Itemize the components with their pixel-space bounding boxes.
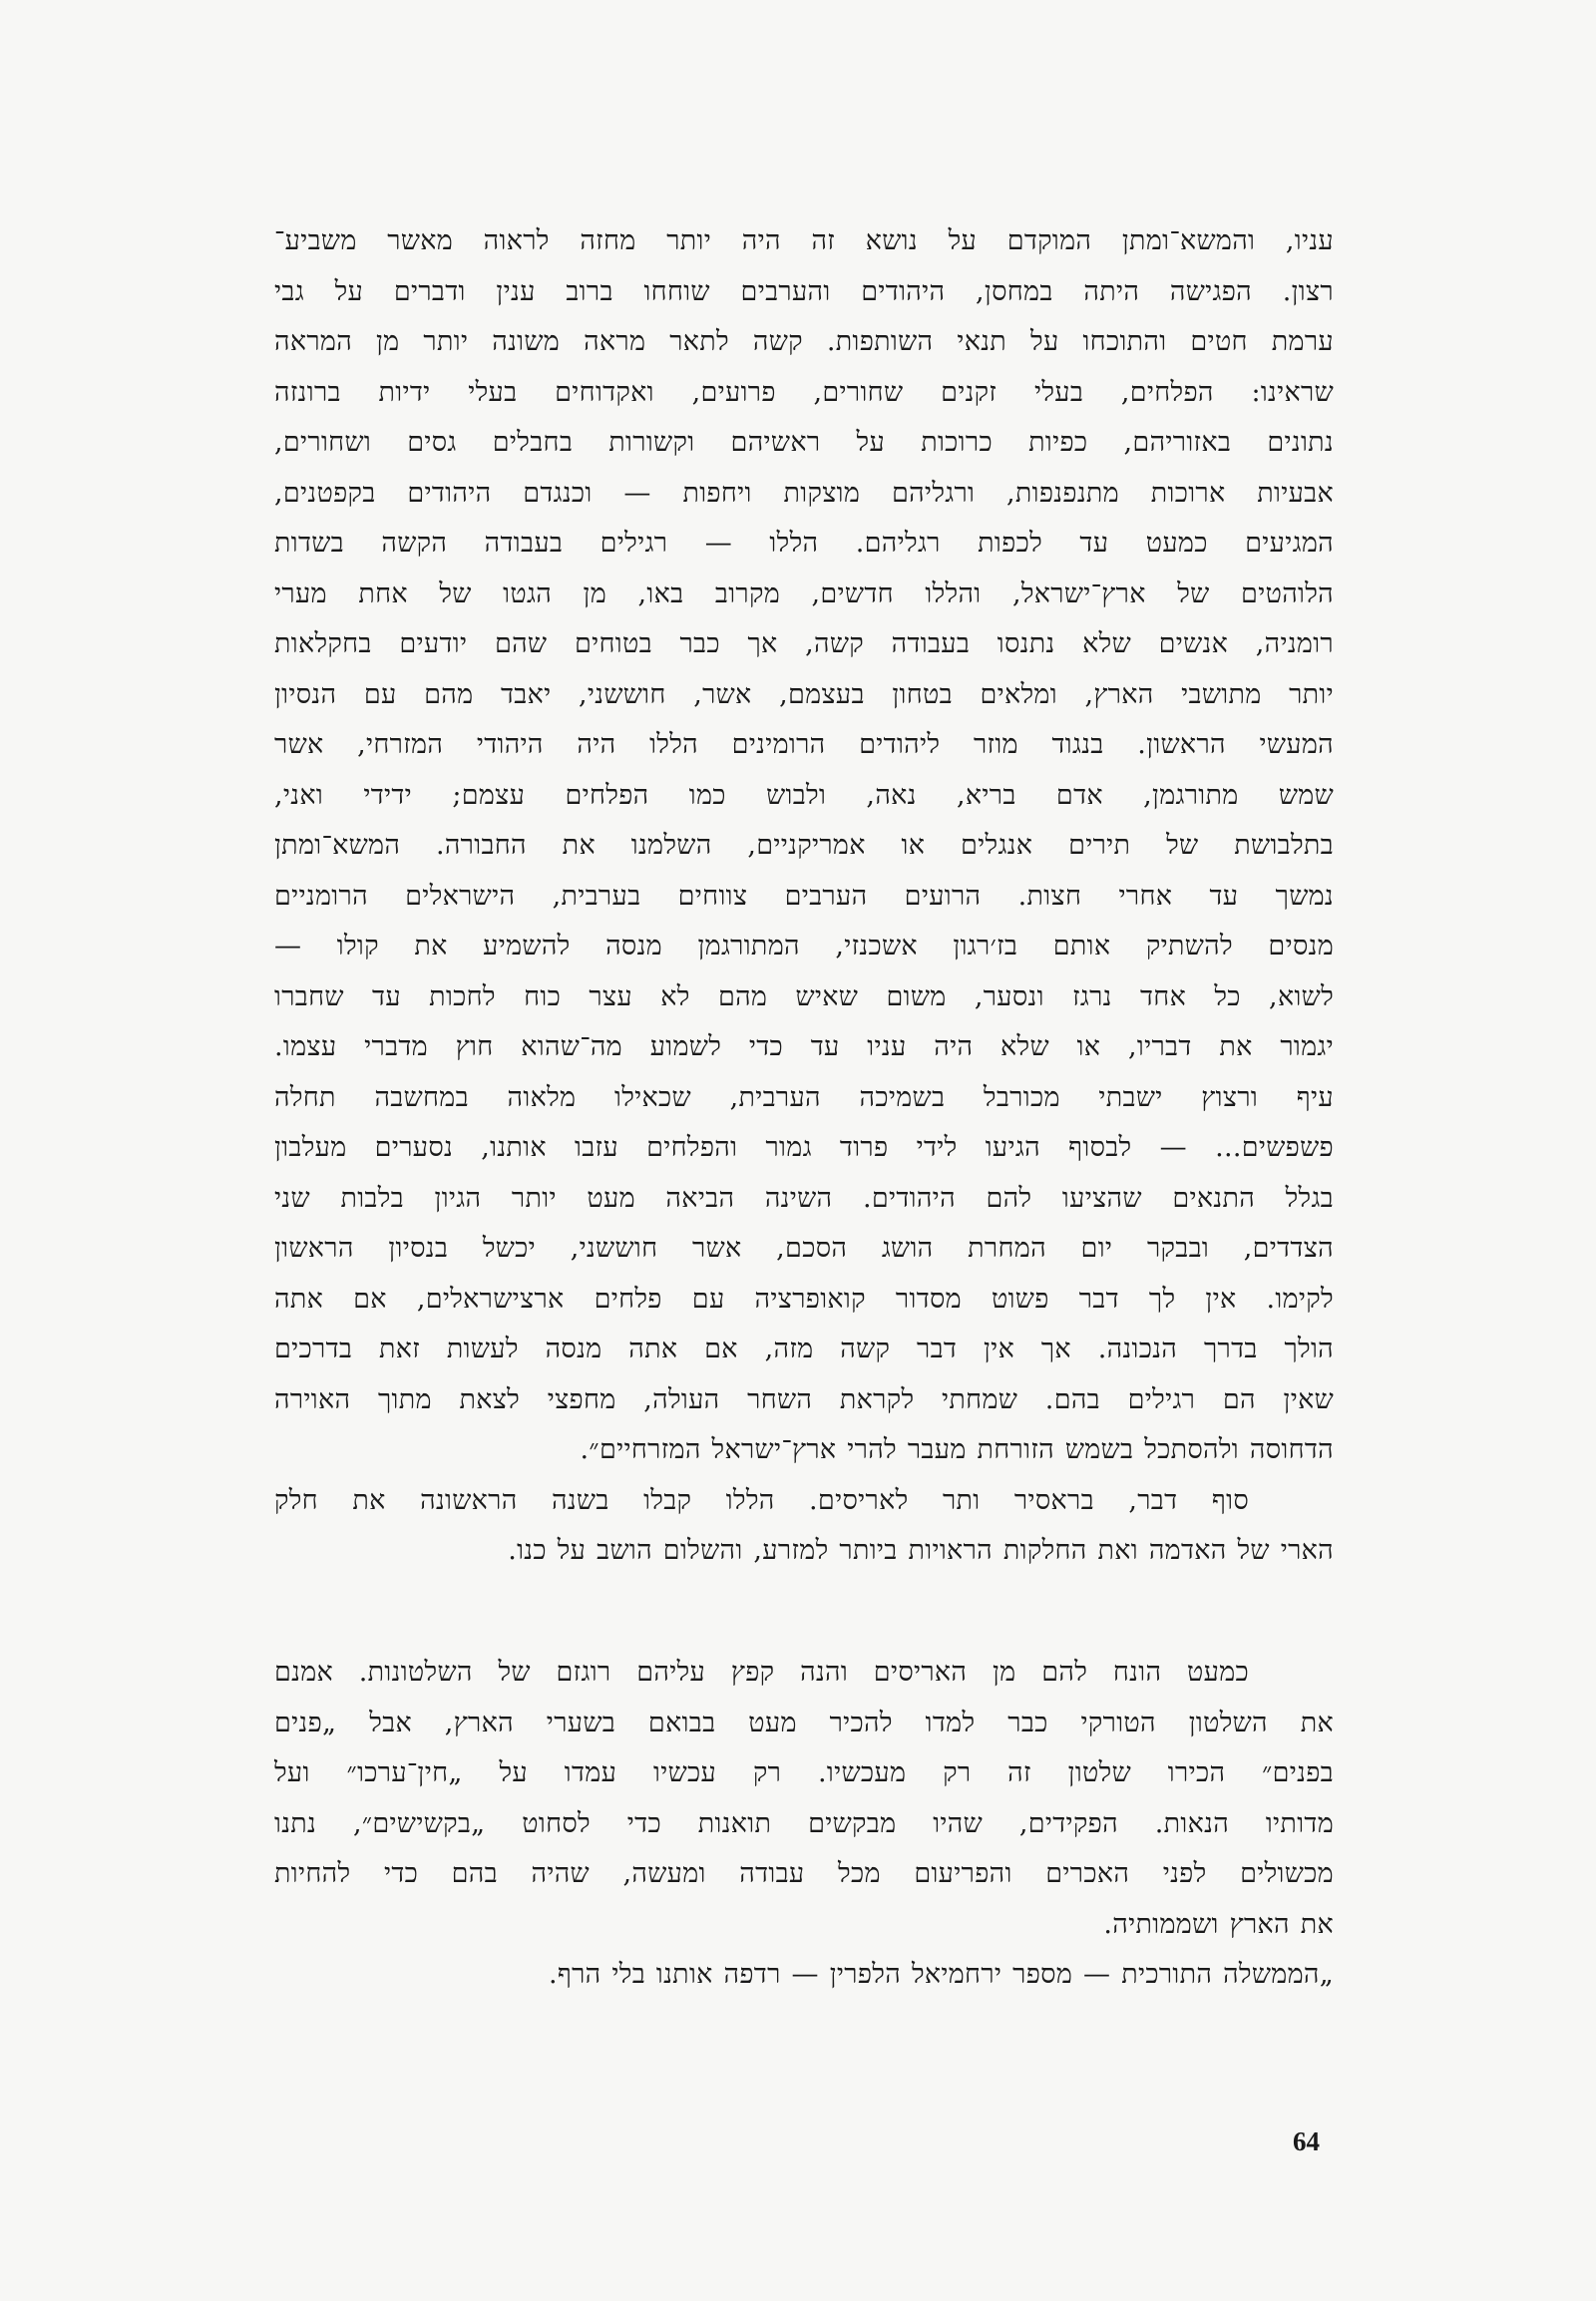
text-line: בתלבושת של תירים אנגלים או אמריקניים, השלמנו את החבורה. המשא־ומתן: [274, 830, 1334, 861]
text-line: לקימו. אין לך דבר פשוט מסדור קואופרציה עם פלחים ארצישראלים, אם אתה: [274, 1283, 1334, 1315]
text-line: רצון. הפגישה היתה במחסן, היהודים והערבים שוחחו ברוב ענין ודברים על גבי: [274, 275, 1334, 307]
text-line: בפנים״ הכירו שלטון זה רק מעכשיו. רק עכשיו עמדו על „חין־ערכו״ ועל: [274, 1757, 1334, 1788]
text-line: הלוהטים של ארץ־ישראל, והללו חדשים, מקרוב באו, מן הגטו של אחת מערי: [274, 577, 1334, 609]
text-line: פשפשים... — לבסוף הגיעו לידי פרוד גמור והפלחים עזבו אותנו, נסערים מעלבון: [274, 1132, 1334, 1163]
text-line: הולך בדרך הנכונה. אך אין דבר קשה מזה, אם אתה מנסה לעשות זאת בדרכים: [274, 1334, 1334, 1364]
text-line: את הארץ ושממותיה.: [1103, 1908, 1334, 1940]
text-line: יגמור את דבריו, או שלא היה עניו עד כדי לשמוע מה־שהוא חוץ מדברי עצמו.: [274, 1031, 1334, 1062]
text-line: הצדדים, ובבקר יום המחרת הושג הסכם, אשר חוששני, יכשל בנסיון הראשון: [274, 1233, 1334, 1264]
text-line: שמש מתורגמן, אדם בריא, נאה, ולבוש כמו הפלחים עצמם; ידידי ואני,: [274, 779, 1334, 811]
text-line: מנסים להשתיק אותם בז׳רגון אשכנזי, המתורגמן מנסה להשמיע את קולו —: [274, 931, 1334, 961]
text-line: שראינו: הפלחים, בעלי זקנים שחורים, פרועים, ואקדוחים בעלי ידיות ברונזה: [274, 376, 1334, 408]
text-line: ערמת חטים והתוכחו על תנאי השותפות. קשה לתאר מראה משונה יותר מן המראה: [274, 326, 1334, 357]
text-line: המעשי הראשון. בנגוד מוזר ליהודים הרומינים הללו היה היהודי המזרחי, אשר: [274, 729, 1334, 760]
text-line: רומניה, אנשים שלא נתנסו בעבודה קשה, אך כבר בטוחים שהם יודעים בחקלאות: [274, 628, 1334, 659]
text-line: בגלל התנאים שהציעו להם היהודים. השינה הביאה מעט יותר הגיון בלבות שני: [274, 1182, 1334, 1214]
text-line: מכשולים לפני האכרים והפריעום מכל עבודה ומעשה, שהיה בהם כדי להחיות: [274, 1858, 1334, 1889]
text-line: מדותיו הנאות. הפקידים, שהיו מבקשים תואנות כדי לסחוט „בקשישים״, נתנו: [274, 1807, 1334, 1839]
text-line: הארי של האדמה ואת החלקות הראויות ביותר למזרע, והשלום הושב על כנו.: [508, 1535, 1334, 1566]
text-line: נמשך עד אחרי חצות. הרועים הערבים צווחים בערבית, הישראלים הרומניים: [274, 880, 1334, 912]
text-line: אבעיות ארוכות מתנפנפות, ורגליהם מוצקות ויחפות — וכנגדם היהודים בקפטנים,: [274, 477, 1334, 509]
text-line: עניו, והמשא־ומתן המוקדם על נושא זה היה יותר מחזה לראוה מאשר משביע־: [274, 225, 1334, 256]
text-line: כמעט הונח להם מן האריסים והנה קפץ עליהם רוגזם של השלטונות. אמנם: [274, 1657, 1249, 1688]
text-line: שאין הם רגילים בהם. שמחתי לקראת השחר העולה, מחפצי לצאת מתוך האוירה: [274, 1383, 1334, 1415]
text-line: עיף ורצוץ ישבתי מכורבל בשמיכה הערבית, שכאילו מלאוה במחשבה תחלה: [274, 1081, 1334, 1113]
paragraph-block-main: [274, 216, 1334, 1577]
text-line: יותר מתושבי הארץ, ומלאים בטחון בעצמם, אשר, חוששני, יאבד מהם עם הנסיון: [274, 678, 1334, 710]
text-line: את השלטון הטורקי כבר למדו להכיר מעט בבואם בשערי הארץ, אבל „פנים: [274, 1707, 1334, 1738]
text-line: המגיעים כמעט עד לכפות רגליהם. הללו — רגילים בעבודה הקשה בשדות: [274, 528, 1334, 559]
text-line: „הממשלה התורכית — מספר ירחמיאל הלפרין — רדפה אותנו בלי הרף.: [548, 1959, 1334, 1990]
text-line: נתונים באזוריהם, כפיות כרוכות על ראשיהם וקשורות בחבלים גסים ושחורים,: [274, 427, 1334, 458]
text-line: סוף דבר, בראסיר ותר לאריסים. הללו קבלו בשנה הראשונה את חלק: [274, 1484, 1249, 1516]
page-number: 64: [1293, 2126, 1320, 2156]
text-line: לשוא, כל אחד נרגז ונסער, משום שאיש מהם לא עצר כוח לחכות עד שחברו: [274, 980, 1334, 1012]
paragraph-block-second: [274, 1648, 1334, 2001]
text-line: הדחוסה ולהסתכל בשמש הזורחת מעבר להרי ארץ־ישראל המזרחיים״.: [580, 1434, 1334, 1465]
